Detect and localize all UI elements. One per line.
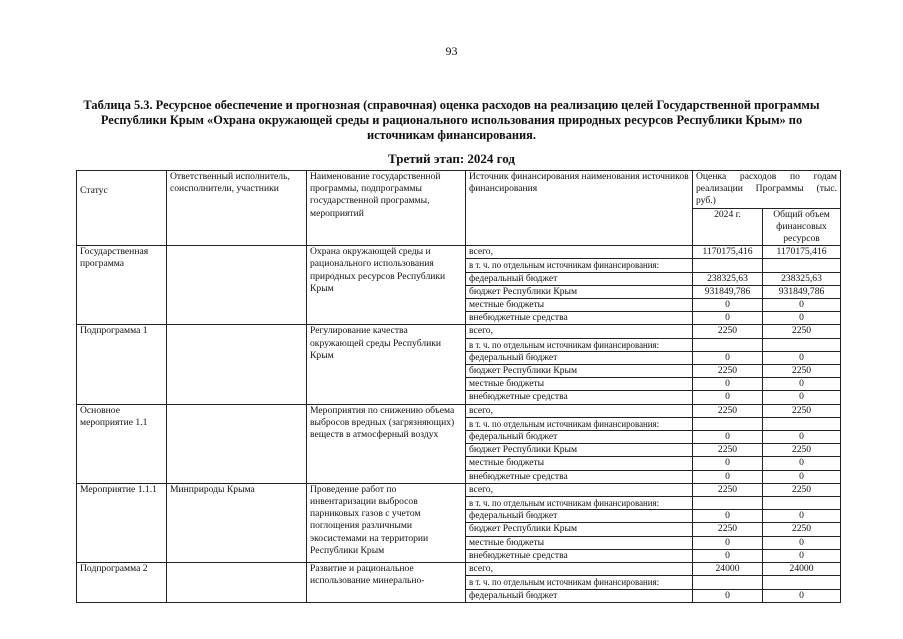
source-label: бюджет Республики Крым	[466, 523, 693, 536]
source-label: всего,	[466, 483, 693, 496]
source-label: всего,	[466, 563, 693, 576]
value-2024: 0	[693, 351, 763, 364]
value-total: 24000	[763, 563, 841, 576]
header-total: Общий объем финансовых ресурсов	[763, 208, 841, 246]
value-total	[763, 259, 841, 272]
value-2024	[693, 259, 763, 272]
value-total	[763, 417, 841, 430]
source-label: бюджет Республики Крым	[466, 285, 693, 298]
value-2024: 0	[693, 431, 763, 444]
source-label: местные бюджеты	[466, 378, 693, 391]
value-2024: 0	[693, 391, 763, 404]
source-label: всего,	[466, 404, 693, 417]
row-name: Мероприятия по снижению объема выбросов вредных (загрязняющих) веществ в атмосферный воздух	[307, 404, 466, 483]
value-total: 238325,63	[763, 272, 841, 285]
source-label: внебюджетные средства	[466, 312, 693, 325]
value-total: 0	[763, 457, 841, 470]
value-total: 0	[763, 589, 841, 602]
value-total: 1170175,416	[763, 246, 841, 259]
source-label: всего,	[466, 246, 693, 259]
value-total: 2250	[763, 444, 841, 457]
value-2024: 2250	[693, 404, 763, 417]
value-2024	[693, 417, 763, 430]
value-2024	[693, 576, 763, 589]
value-2024: 0	[693, 299, 763, 312]
table-row	[77, 404, 841, 417]
value-2024: 1170175,416	[693, 246, 763, 259]
source-label: федеральный бюджет	[466, 431, 693, 444]
source-label: федеральный бюджет	[466, 510, 693, 523]
header-year: 2024 г.	[693, 208, 763, 246]
value-2024: 2250	[693, 325, 763, 338]
value-2024: 0	[693, 378, 763, 391]
page-number: 93	[445, 44, 458, 58]
value-2024: 2250	[693, 444, 763, 457]
budget-table	[76, 170, 841, 603]
value-total: 2250	[763, 404, 841, 417]
value-total: 0	[763, 391, 841, 404]
value-2024: 931849,786	[693, 285, 763, 298]
value-total: 0	[763, 510, 841, 523]
value-2024	[693, 338, 763, 351]
source-label: в т. ч. по отдельным источникам финансирования:	[466, 576, 693, 589]
row-status: Основное мероприятие 1.1	[77, 404, 167, 483]
value-total	[763, 497, 841, 510]
source-label: внебюджетные средства	[466, 470, 693, 483]
source-label: в т. ч. по отдельным источникам финансирования:	[466, 417, 693, 430]
row-name: Проведение работ по инвентаризации выбросов парниковых газов с учетом поглощения различными экосистемами на территории Республики Крым	[307, 483, 466, 562]
value-total: 2250	[763, 523, 841, 536]
source-label: федеральный бюджет	[466, 272, 693, 285]
table-subtitle: Третий этап: 2024 год	[388, 151, 515, 166]
source-label: бюджет Республики Крым	[466, 444, 693, 457]
value-2024: 24000	[693, 563, 763, 576]
value-total: 0	[763, 378, 841, 391]
value-total: 0	[763, 470, 841, 483]
value-total	[763, 338, 841, 351]
value-2024: 0	[693, 589, 763, 602]
source-label: местные бюджеты	[466, 299, 693, 312]
row-status: Государственная программа	[77, 246, 167, 325]
source-label: федеральный бюджет	[466, 589, 693, 602]
value-2024: 238325,63	[693, 272, 763, 285]
value-total: 931849,786	[763, 285, 841, 298]
value-total: 0	[763, 312, 841, 325]
source-label: бюджет Республики Крым	[466, 365, 693, 378]
value-2024: 2250	[693, 365, 763, 378]
row-status: Мероприятие 1.1.1	[77, 483, 167, 562]
source-label: внебюджетные средства	[466, 391, 693, 404]
table-row	[77, 483, 841, 496]
source-label: федеральный бюджет	[466, 351, 693, 364]
value-total: 0	[763, 536, 841, 549]
row-executor	[167, 246, 307, 325]
value-2024: 2250	[693, 483, 763, 496]
value-total: 0	[763, 299, 841, 312]
source-label: всего,	[466, 325, 693, 338]
table-title: Таблица 5.3. Ресурсное обеспечение и прогнозная (справочная) оценка расходов на реализацию целей Государственной программы Республики Крым «Охрана окружающей среды и рационального использования природных ресурсов Республики Крым» по источникам финансирования.	[83, 98, 820, 142]
header-status: Статус	[77, 171, 167, 246]
value-total: 2250	[763, 325, 841, 338]
table-row	[77, 563, 841, 576]
row-status: Подпрограмма 1	[77, 325, 167, 404]
value-total: 2250	[763, 365, 841, 378]
table-row	[77, 325, 841, 338]
value-2024: 0	[693, 470, 763, 483]
value-total: 0	[763, 549, 841, 562]
value-total	[763, 576, 841, 589]
row-status: Подпрограмма 2	[77, 563, 167, 603]
source-label: в т. ч. по отдельным источникам финансирования:	[466, 259, 693, 272]
header-name: Наименование государственной программы, подпрограммы государственной программы, мероприятий	[307, 171, 466, 246]
source-label: местные бюджеты	[466, 536, 693, 549]
header-row-1	[77, 171, 841, 209]
value-2024: 0	[693, 312, 763, 325]
value-2024: 0	[693, 549, 763, 562]
source-label: в т. ч. по отдельным источникам финансирования:	[466, 497, 693, 510]
row-executor	[167, 325, 307, 404]
row-executor	[167, 404, 307, 483]
row-executor: Минприроды Крыма	[167, 483, 307, 562]
value-total: 2250	[763, 483, 841, 496]
row-name: Регулирование качества окружающей среды Республики Крым	[307, 325, 466, 404]
value-2024: 0	[693, 457, 763, 470]
value-total: 0	[763, 351, 841, 364]
value-2024: 2250	[693, 523, 763, 536]
row-name: Развитие и рациональное использование минерально-	[307, 563, 466, 603]
table-row	[77, 246, 841, 259]
value-2024: 0	[693, 510, 763, 523]
row-executor	[167, 563, 307, 603]
header-estimate: Оценка расходов по годам реализации Программы (тыс. руб.)	[693, 171, 841, 209]
header-source: Источник финансирования наименования источников финансирования	[466, 171, 693, 246]
source-label: внебюджетные средства	[466, 549, 693, 562]
source-label: в т. ч. по отдельным источникам финансирования:	[466, 338, 693, 351]
value-2024	[693, 497, 763, 510]
row-name: Охрана окружающей среды и рационального использования природных ресурсов Республики Крым	[307, 246, 466, 325]
value-total: 0	[763, 431, 841, 444]
source-label: местные бюджеты	[466, 457, 693, 470]
value-2024: 0	[693, 536, 763, 549]
header-executor: Ответственный исполнитель, соисполнители, участники	[167, 171, 307, 246]
